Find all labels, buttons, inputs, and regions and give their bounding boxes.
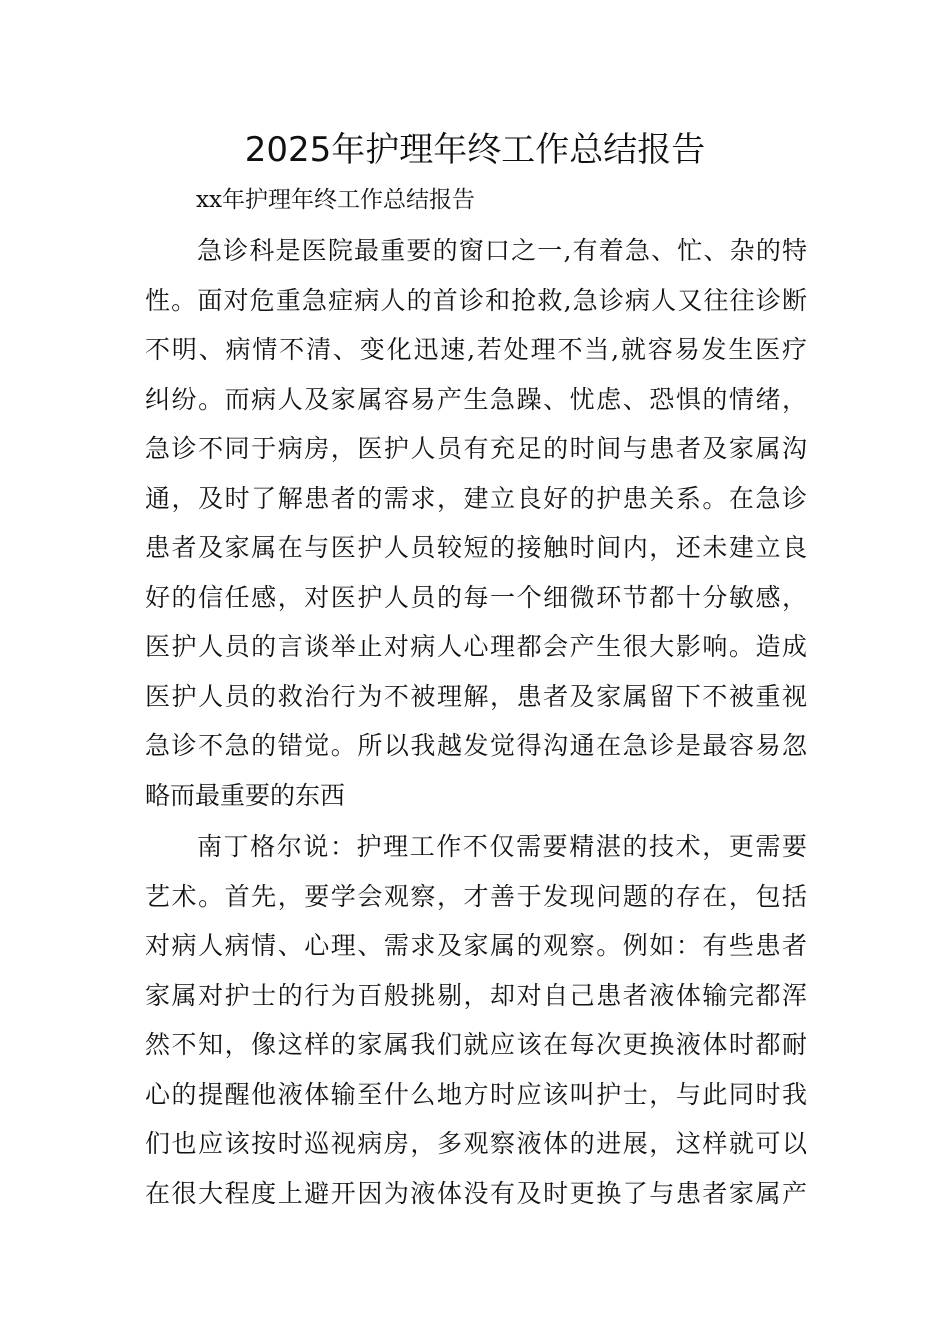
paragraph-line: 南丁格尔说：护理工作不仅需要精湛的技术，更需要 (197, 832, 807, 861)
paragraph-line: 心的提醒他液体输至什么地方时应该叫护士，与此同时我 (145, 1079, 807, 1109)
paragraph-line: 急诊科是医院最重要的窗口之一,有着急、忙、杂的特 (197, 236, 807, 265)
paragraph-line: 医护人员的言谈举止对病人心理都会产生很大影响。造成 (145, 632, 807, 661)
paragraph-line: 然不知，像这样的家属我们就应该在每次更换液体时都耐 (145, 1030, 807, 1059)
paragraph-line: 患者及家属在与医护人员较短的接触时间内，还未建立良 (145, 533, 807, 562)
paragraph-line: 对病人病情、心理、需求及家属的观察。例如：有些患者 (145, 931, 807, 960)
paragraph-line: 在很大程度上避开因为液体没有及时更换了与患者家属产 (145, 1178, 807, 1208)
paragraph-2 (145, 822, 807, 1218)
paragraph-line: 略而最重要的东西 (145, 780, 346, 810)
paragraph-line: 不明、病情不清、变化迅速,若处理不当,就容易发生医疗 (145, 335, 807, 364)
paragraph-1 (145, 226, 807, 820)
paragraph-line: 通，及时了解患者的需求，建立良好的护患关系。在急诊 (145, 483, 807, 513)
paragraph-line: 家属对护士的行为百般挑剔，却对自己患者液体输完都浑 (145, 980, 807, 1010)
paragraph-line: 医护人员的救治行为不被理解，患者及家属留下不被重视 (145, 681, 807, 711)
paragraph-line: 纠纷。而病人及家属容易产生急躁、忧虑、恐惧的情绪， (145, 384, 807, 414)
document-title: 2025年护理年终工作总结报告 (244, 130, 706, 170)
paragraph-line: 艺术。首先，要学会观察，才善于发现问题的存在，包括 (145, 881, 807, 911)
document-subtitle: xx年护理年终工作总结报告 (196, 187, 475, 213)
paragraph-line: 们也应该按时巡视病房，多观察液体的进展，这样就可以 (145, 1129, 807, 1158)
paragraph-line: 急诊不同于病房，医护人员有充足的时间与患者及家属沟 (145, 434, 807, 463)
paragraph-line: 性。面对危重急症病人的首诊和抢救,急诊病人又往往诊断 (145, 285, 807, 315)
paragraph-line: 急诊不急的错觉。所以我越发觉得沟通在急诊是最容易忽 (145, 731, 807, 760)
paragraph-line: 好的信任感，对医护人员的每一个细微环节都十分敏感， (145, 582, 807, 612)
